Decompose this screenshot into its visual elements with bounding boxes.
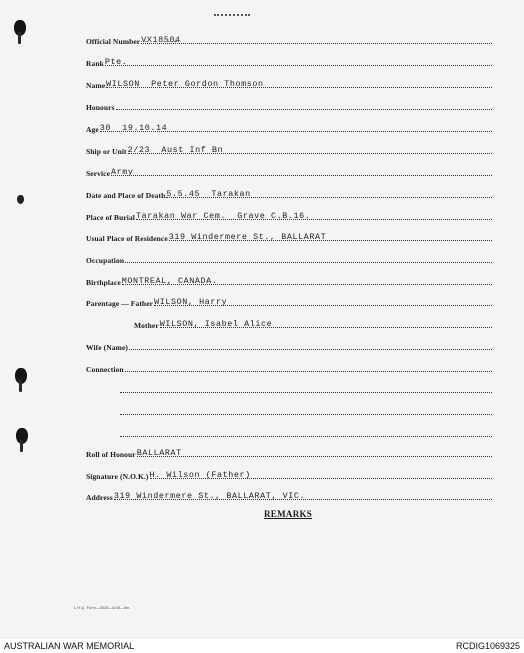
- place-of-burial-label: Place of Burial: [86, 213, 135, 222]
- connection-line-3: [120, 414, 492, 415]
- name-label: Name: [86, 81, 106, 90]
- rank-field: [105, 52, 492, 66]
- service-label: Service: [86, 169, 111, 178]
- birthplace-row: [86, 273, 492, 287]
- date-place-death-value: 5.5.45 Tarakan: [166, 189, 251, 199]
- place-of-burial-row: [86, 208, 492, 222]
- roll-of-honour-row: [86, 445, 492, 459]
- birthplace-value: MONTREAL, CANADA.: [121, 276, 218, 286]
- usual-residence-label: Usual Place of Residence: [86, 234, 168, 243]
- rank-row: [86, 54, 492, 68]
- honours-row: [86, 98, 492, 112]
- roll-of-honour-field: [137, 443, 492, 457]
- connection-row: [86, 360, 492, 374]
- punch-hole-bottom: [16, 428, 28, 444]
- name-value: WILSON Peter Gordon Thomson: [106, 79, 264, 89]
- ship-or-unit-label: Ship or Unit: [86, 147, 127, 156]
- official-number-value: VX18504: [141, 35, 181, 45]
- official-number-row: [86, 32, 492, 46]
- connection-line-4: [120, 436, 492, 437]
- address-label: Address: [86, 493, 113, 502]
- usual-residence-row: [86, 229, 492, 243]
- archive-footer: [0, 639, 524, 653]
- age-value: 30 19.10.14: [99, 123, 168, 133]
- punch-hole-mid-lower: [15, 368, 27, 384]
- official-number-label: Official Number: [86, 37, 141, 46]
- age-label: Age: [86, 125, 99, 134]
- service-value: Army: [111, 167, 134, 177]
- address-value: 319 Windermere St., BALLARAT, VIC.: [113, 491, 306, 501]
- roll-of-honour-value: BALLARAT: [136, 448, 182, 458]
- honours-field: [116, 96, 492, 110]
- remarks-heading: REMARKS: [264, 509, 313, 519]
- connection-field: [125, 358, 492, 372]
- wife-row: [86, 338, 492, 352]
- occupation-label: Occupation: [86, 256, 125, 265]
- rank-value: Pte.: [104, 57, 128, 67]
- signature-field: [150, 465, 493, 479]
- name-row: [86, 76, 492, 90]
- ship-or-unit-value: 2/23 Aust Inf Bn: [127, 145, 224, 155]
- official-number-field: [141, 30, 492, 44]
- place-of-burial-field: [136, 206, 492, 220]
- honours-label: Honours: [86, 103, 115, 112]
- service-row: [86, 164, 492, 178]
- wife-label: Wife (Name): [86, 343, 128, 352]
- age-row: [86, 120, 492, 134]
- name-field: [106, 74, 492, 88]
- signature-row: [86, 467, 492, 481]
- mother-value: WILSON, Isabel Alice: [159, 319, 273, 329]
- usual-residence-field: [169, 227, 492, 241]
- signature-label: Signature (N.O.K.): [86, 472, 149, 481]
- parentage-father-label: Parentage — Father: [86, 299, 154, 308]
- punch-hole-mid-upper: [17, 195, 24, 204]
- address-field: [114, 486, 492, 500]
- ship-or-unit-field: [128, 140, 492, 154]
- occupation-field: [125, 249, 492, 263]
- birthplace-field: [122, 271, 492, 285]
- footer-institution: AUSTRALIAN WAR MEMORIAL: [4, 641, 135, 651]
- signature-value: H. Wilson (Father): [149, 470, 251, 480]
- parentage-father-row: [86, 294, 492, 308]
- punch-hole-top: [14, 20, 26, 36]
- form-print-code: L.H.Q. Form—2626—5/45—8m.: [74, 606, 131, 610]
- mother-field: [160, 314, 492, 328]
- mother-label: Mother: [134, 321, 159, 330]
- birthplace-label: Birthplace: [86, 278, 121, 287]
- usual-residence-value: 319 Windermere St., BALLARAT: [168, 232, 327, 242]
- address-row: [86, 488, 492, 502]
- roll-of-honour-label: Roll of Honour: [86, 450, 136, 459]
- mother-row: [134, 316, 492, 330]
- date-place-death-label: Date and Place of Death: [86, 191, 166, 200]
- connection-label: Connection: [86, 365, 124, 374]
- age-field: [100, 118, 492, 132]
- date-place-death-field: [166, 184, 492, 198]
- top-mark: [214, 14, 250, 20]
- place-of-burial-value: Tarakan War Cem. Grave C.B.16.: [136, 211, 311, 221]
- service-field: [111, 162, 492, 176]
- wife-field: [129, 336, 492, 350]
- footer-record-id: RCDIG1069325: [455, 641, 520, 651]
- connection-line-2: [120, 392, 492, 393]
- parentage-father-field: [154, 292, 492, 306]
- ship-or-unit-row: [86, 142, 492, 156]
- rank-label: Rank: [86, 59, 104, 68]
- occupation-row: [86, 251, 492, 265]
- parentage-father-value: WILSON, Harry: [154, 297, 228, 307]
- date-place-death-row: [86, 186, 492, 200]
